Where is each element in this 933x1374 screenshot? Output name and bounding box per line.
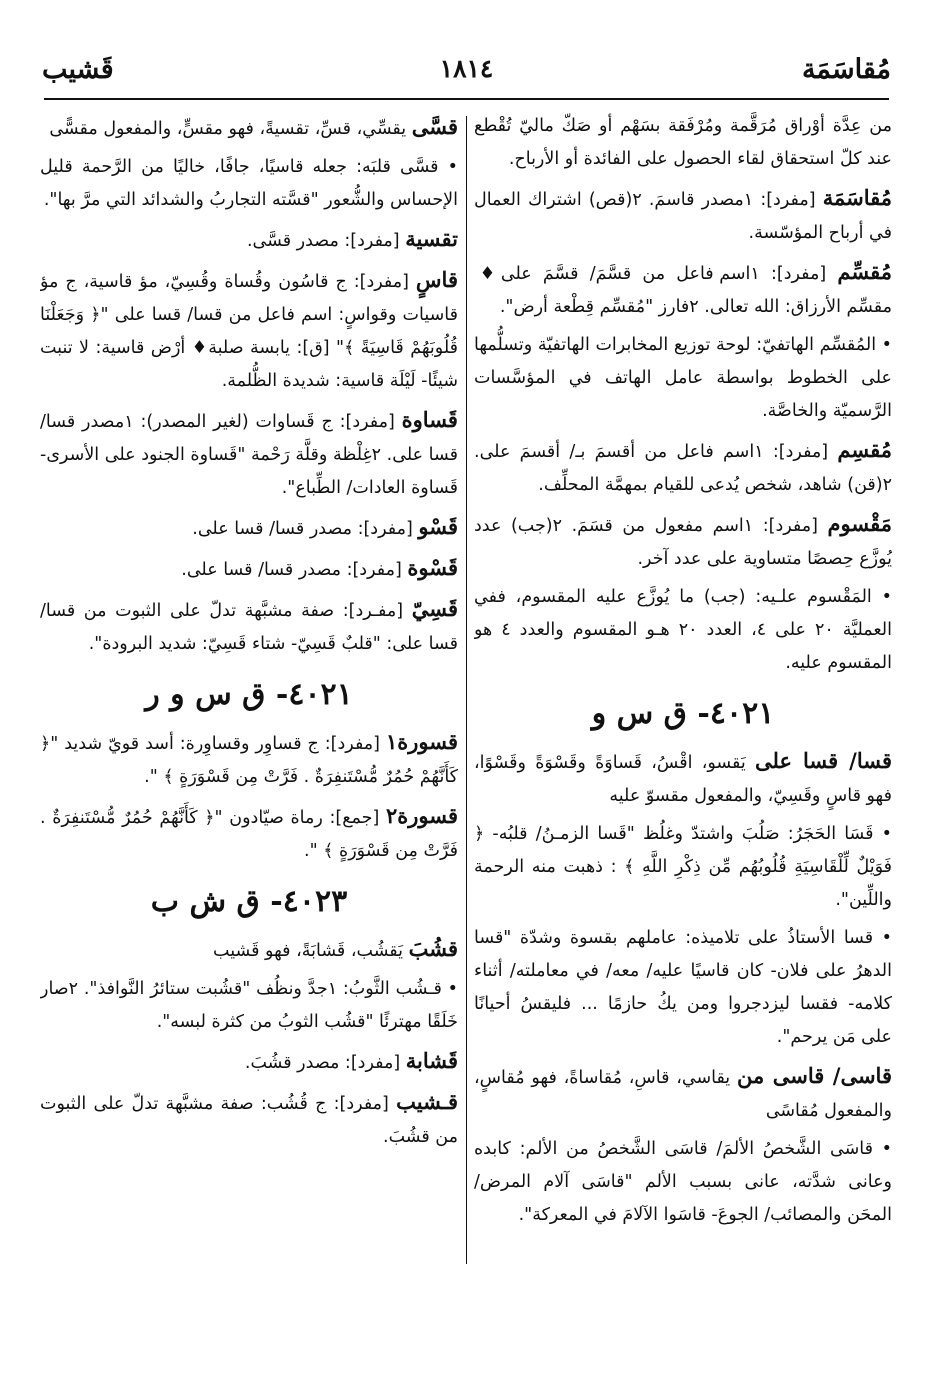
dictionary-entry [474,1059,892,1128]
page-number: ١٨١٤ [439,54,494,83]
dictionary-entry [474,1133,892,1232]
dictionary-entry [474,581,892,680]
entry-body: [مفرد]: مصدر قسا/ قسا على. [181,560,408,580]
entry-body: • قاسَى الشَّخصُ الألمَ/ قاسَى الشَّخصُ من الألم: كابده وعانى شدَّته، عانى بسبب الألم "قاسَى آلام المرض/ المحَن والمصائب/ الجوعَ- قاسَوا الآلامَ في المعركة". [474,1139,892,1225]
section-heading: ٤٠٢٣- ق ش ب [150,884,348,919]
entry-body: [مفرد]: مصدر قسَّى. [246,231,406,251]
entry-body: • قـشُب الثَّوبُ: ١جدَّ ونظُف "قشُبت ستائرُ النَّوافذ". ٢صار خَلَقًا مهترئًا "قشُب الثوبُ من كثرة لبسه". [40,979,458,1032]
entry-headword: قسَّى [411,114,458,139]
dictionary-entry [40,510,458,546]
entry-body: [مفرد]: ج قُشُب: صفة مشبَّهة تدلّ على الثبوت من قشُبَ. [40,1094,458,1147]
column-divider [466,116,467,1264]
entry-body: [مفرد]: ١اسم مفعول من قسَمَ. ٢(جب) عدد يُوزَّع حِصصًا متساوية على عدد آخر. [474,516,892,569]
entry-body: من عِدَّة أوْراق مُرَقَّمة ومُرْفَقة بسَهْم أو صَكّ ماليّ تُقْطع عند كلّ استحقاق لقاء الحصول على الفائدة أو الأرباح. [474,116,892,169]
dictionary-entry [40,1085,458,1154]
entry-body: يَقسو، اقْسُ، قَساوَةً وقَسْوَةً وقَسْوًا، فهو قاسٍ وقَسِيّ، والمفعول مقسوّ عليه [474,753,892,806]
entry-headword: قشُبَ [408,936,458,961]
entry-body: يقسِّي، قسِّ، تقسيةً، فهو مقسٍّ، والمفعول مقسًّى [49,119,412,139]
dictionary-entry [40,151,458,217]
entry-body: [مفرد]: ج قَساوات (لغير المصدر): ١مصدر قسا/ قسا على. ٢غِلْظة وقلَّة رَحْمة "قَساوة الجنود على الأسرى- قَساوة العادات/ الطِّباع". [40,412,458,498]
dictionary-entry [474,507,892,576]
header-first-word: مُقاسَمَة [801,54,891,85]
dictionary-entry [40,932,458,968]
dictionary-entry [40,799,458,868]
entry-body: • قسا الأستاذُ على تلاميذه: عاملهم بقسوة وشدّة "قسا الدهرُ على فلان- كان قاسيًا عليه/ معه/ في معاملته/ أثناء كلامه- فقسا ليزدجروا ومن يكُ حازمًا ... فليقسُ أحيانًا على مَن يرحم". [474,928,892,1047]
entry-headword: قَشابة [405,1048,458,1073]
entry-body: [مفرد]: ج قاسُون وقُساة وقُسِيّ، مؤ قاسية، ج مؤ قاسيات وقواسٍ: اسم فاعل من قسا/ قسا على "﴿ وَجَعَلْنَا قُلُوبَهُمْ قَاسِيَةً ﴾" [ق]: يابسة صلبة♦ أرْض قاسية: لا تنبت شيئًا- لَيْلَة قاسية: شديدة الظُّلمة. [40,272,458,391]
entry-headword: مُقاسَمَة [822,185,892,210]
entry-headword: قسورة١ [385,729,458,754]
dictionary-entry [40,110,458,146]
entry-headword: قسورة٢ [385,803,458,828]
entry-body: • المَقْسوم علـيه: (جب) ما يُوزَّع عليه المقسوم، ففي العمليَّة ٢٠ على ٤، العدد ٢٠ هـو المقسوم والعدد ٤ هو المقسوم عليه. [474,587,892,673]
dictionary-entry [474,433,892,502]
dictionary-entry [40,551,458,587]
dictionary-entry [40,592,458,661]
entry-body: يقاسي، قاسِ، مُقاساةً، فهو مُقاسٍ، والمفعول مُقاسًى [474,1068,892,1121]
entry-body: [مفرد]: ١مصدر قاسمَ. ٢(قص) اشتراك العمال في أرباح المؤسّسة. [474,190,892,243]
dictionary-entry [474,818,892,917]
dictionary-entry [474,110,892,176]
entry-body: • المُقسِّم الهاتفيّ: لوحة توزيع المخابرات الهاتفيّة وتسلُّمها على الخطوط بواسطة عامل الهاتف في المؤسَّسات الرَّسميّة والخاصَّة. [474,335,892,421]
entry-headword: قَسْوة [407,555,458,580]
entry-body: يَقشُب، قَشابَةً، فهو قَشيب [213,941,409,961]
entry-body: [مفرد]: مصدر قشُبَ. [244,1053,406,1073]
section-heading: ٤٠٢١- ق س و [591,696,775,731]
right-column [474,110,892,1294]
dictionary-entry [474,744,892,813]
entry-headword: قاسٍ [415,267,458,292]
dictionary-entry [474,329,892,428]
entry-body: [مفرد]: ج قساوِر وقساوِرة: أسد قويّ شديد "﴿ كَأَنَّهُمْ حُمُرٌ مُّسْتَنفِرَةٌ . فَرَّتْ مِن قَسْوَرَةٍ ﴾ ". [40,734,458,787]
page-header [28,44,905,96]
entry-headword: تقسية [405,226,458,251]
dictionary-entry [40,263,458,398]
entry-body: [مفرد]: مصدر قسا/ قسا على. [192,519,419,539]
header-rule [44,98,889,100]
dictionary-entry [474,922,892,1054]
header-last-word: قَشيب [42,54,114,85]
entry-headword: مَقْسوم [827,511,892,536]
dictionary-entry [40,725,458,794]
entry-body: [جمع]: رماة صيّادون "﴿ كَأَنَّهُمْ حُمُرٌ مُّسْتَنفِرَةٌ . فَرَّتْ مِن قَسْوَرَةٍ ﴾ ". [40,808,458,861]
dictionary-entry [40,973,458,1039]
entry-headword: قَساوة [401,407,458,432]
left-column [40,110,458,1294]
entry-headword: قاسى/ قاسى من [736,1063,892,1088]
entry-headword: قـشيب [396,1089,458,1114]
entry-body: [مفرد]: ١اسم فاعل من أقسمَ بـ/ أقسمَ على. ٢(قن) شاهد، شخص يُدعى للقيام بمهمَّة المحلِّف. [474,442,892,495]
entry-headword: قَسْو [418,514,458,539]
entry-body: • قَسَا الحَجَرُ: صَلُبَ واشتدّ وغلُظ "قَسا الزمـنُ/ قلبُه- ﴿ فَوَيْلٌ لِّلْقَاسِيَةِ قُلُوبُهُم مِّن ذِكْرِ اللَّهِ ﴾ : ذهبت منه الرحمة واللِّين". [474,824,892,910]
dictionary-entry [474,255,892,324]
dictionary-entry [40,1044,458,1080]
dictionary-entry [40,403,458,505]
section-heading: ٤٠٢١- ق س و ر [145,677,353,712]
dictionary-entry [474,181,892,250]
entry-body: [مفرد]: ١اسم فاعل من قسَّمَ/ قسَّمَ على♦ مقسِّم الأرزاق: الله تعالى. ٢فارز "مُقسِّم قِطْعة أرض". [474,264,892,317]
entry-body: • قسَّى قلبَه: جعله قاسيًا، جافًا، خاليًا من الرَّحمة قليل الإحساس والشُّعور "قسَّته التجاربُ والشدائد التي مرَّ بها". [40,157,458,210]
dictionary-entry [40,222,458,258]
entry-headword: مُقسِّم [837,259,892,284]
entry-headword: قَسِيّ [411,596,458,621]
entry-headword: مُقسِم [837,437,892,462]
entry-body: [مفـرد]: صفة مشبَّهة تدلّ على الثبوت من قسا/ قسا على: "قلبٌ قَسِيّ- شتاء قَسِيّ: شديد البرودة". [40,601,458,654]
entry-headword: قسا/ قسا على [755,748,892,773]
